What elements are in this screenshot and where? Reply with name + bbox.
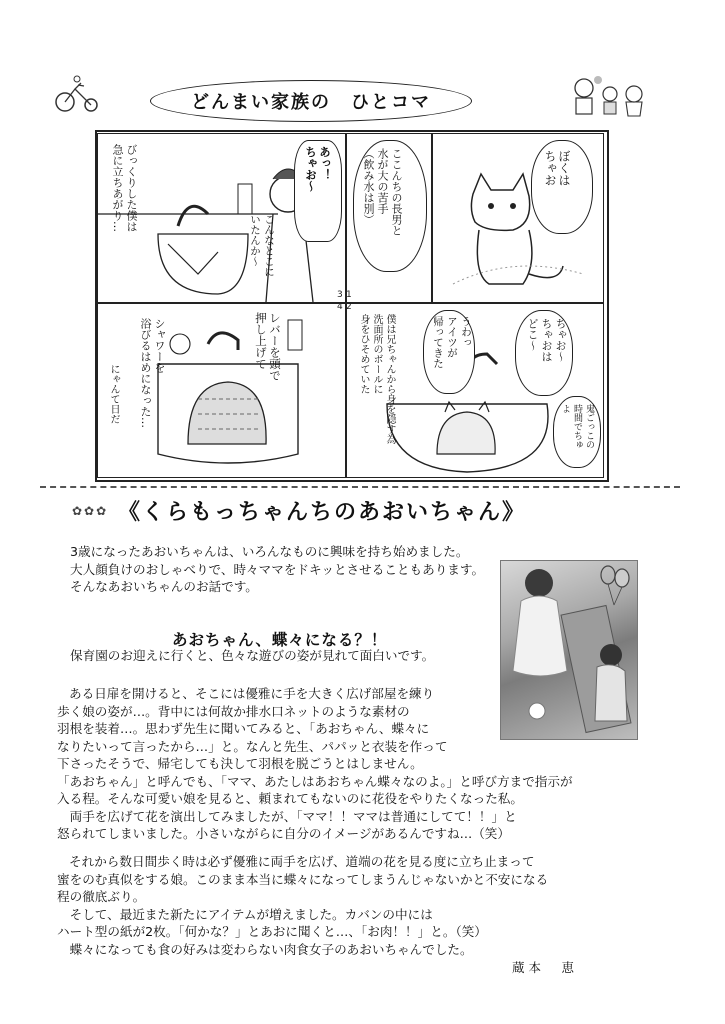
paragraph-line: 蝶々になっても食の好みは変わらない肉食女子のあおいちゃんでした。 — [57, 941, 473, 957]
paragraph-line: 保育園のお迎えに行くと、色々な遊びの姿が見れて面白いです。 — [70, 648, 435, 663]
paragraph-line: 羽根を装着…。思わず先生に聞いてみると、「あおちゃん、蝶々に — [57, 721, 430, 736]
family-characters-illustration — [570, 72, 655, 126]
panel3-caption: びっくりした僕は 急に立ちあがり… — [111, 144, 138, 232]
paragraph — [70, 647, 434, 665]
panel5-caption2: シャワーを 浴びるはめになった… — [139, 318, 166, 428]
panel-number: 4 — [337, 302, 343, 312]
bicycle-illustration — [55, 75, 101, 119]
comic-panel-1 — [432, 133, 604, 303]
panel5-signature: にゃんて日だ — [108, 364, 119, 424]
intro-block — [70, 543, 484, 596]
paragraph-line: 両手を広げて花を演出してみましたが、「ママ！！ママは普通にしてて！！」と — [57, 808, 517, 824]
header-banner — [150, 80, 472, 122]
intro-line: 3歳になったあおいちゃんは、いろんなものに興味を持ち始めました。 — [70, 544, 469, 559]
section-title: 《くらもっちゃんちのあおいちゃん》 — [118, 500, 527, 525]
panel-number: 3 — [337, 290, 343, 300]
paragraph — [57, 685, 573, 843]
panel3-exclaim: あっ！ ちゃお〜 — [304, 146, 332, 192]
paragraph-line: 「あおちゃん」と呼んでも、「ママ、あたしはあおちゃん蝶々なのよ。」と呼び方まで指示が — [57, 773, 573, 789]
author-name: 蔵本 恵 — [512, 960, 579, 975]
paragraph-line: そして、最近また新たにアイテムが増えました。カバンの中には — [57, 906, 433, 922]
paragraph — [57, 853, 548, 958]
paragraph-line: なりたいって言ったから…」と。なんと先生、パパッと衣装を作って — [57, 738, 448, 754]
intro-line: そんなあおいちゃんのお話です。 — [70, 579, 258, 594]
comic-panel-3 — [97, 133, 346, 303]
panel4-speech-b: うわっ アイツが 帰ってきた — [432, 316, 472, 369]
balloon-illustration — [598, 565, 632, 611]
paragraph-line: ハート型の紙が2枚。「何かな？」とあおに聞くと…、「お肉！！」と。（笑） — [57, 924, 487, 939]
panel4-caption: 僕は兄ちゃんから身を隠す為 洗面所のボールに 身をひそめていた — [358, 314, 395, 444]
panel-number: 1 — [346, 290, 352, 300]
comic-panel-5 — [97, 303, 346, 478]
panel4-speech-a: ちゃお〜 ちゃおは どこ〜 — [526, 318, 567, 362]
comic-panel-2 — [346, 133, 432, 303]
paragraph-line: 怒られてしまいました。小さいながらに自分のイメージがあるんですね…（笑） — [57, 826, 510, 841]
paragraph-line: 程の徹底ぶり。 — [57, 889, 146, 904]
paragraph-line: ある日扉を開けると、そこには優雅に手を大きく広げ部屋を練り — [69, 686, 435, 701]
flower-decoration: ✿✿✿ — [72, 504, 109, 518]
cat-shower-drawing — [98, 304, 345, 477]
panel1-speech: ぼくは ちゃお — [543, 150, 571, 186]
comic-panel-4 — [346, 303, 604, 478]
panel5-caption: レバーを頭で 押し上げて — [254, 312, 282, 381]
paragraph-line: 入る程。そんな可愛い娘を見ると、頼まれてもないのに花役をやりたくなった私。 — [57, 791, 523, 806]
intro-line: 大人顔負けのおしゃべりで、時々ママをドキッとさせることもあります。 — [70, 561, 485, 577]
article-subtitle: あおちゃん、蝶々になる？！ — [172, 631, 388, 649]
paragraph-line: それから数日間歩く時は必ず優雅に両手を広げ、道端の花を見る度に立ち止まって — [69, 854, 535, 869]
paragraph-line: 歩く娘の姿が…。背中には何故か排水口ネットのような素材の — [57, 703, 410, 719]
panel4-small-speech: 鬼ごっこの 時間でちゅ よ — [560, 404, 594, 449]
dashed-divider — [40, 486, 680, 488]
paragraph-line: 蜜をのむ真似をする娘。このまま本当に蝶々になってしまうんじゃないかと不安になる — [57, 871, 549, 887]
page-title: どんまい家族の ひとコマ — [191, 92, 431, 113]
paragraph-line: 下さったそうで、帰宅しても決して羽根を脱ごうとはしません。 — [57, 756, 423, 771]
panel3-speech: こんなとこに いたんか〜 — [249, 214, 275, 277]
panel2-caption: ここんちの長男と 水が大の苦手 （飲み水は別） — [362, 148, 403, 236]
panel-number: 2 — [346, 302, 352, 312]
